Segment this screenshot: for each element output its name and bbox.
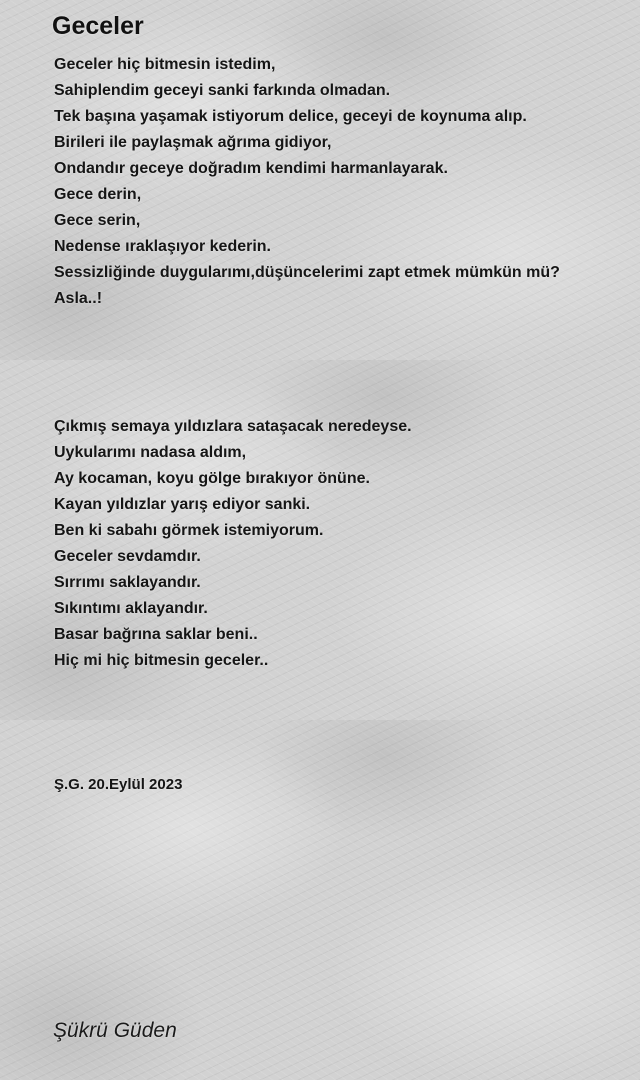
poem-line: Uykularımı nadasa aldım, [54, 444, 247, 461]
poem-line: Kayan yıldızlar yarış ediyor sanki. [54, 496, 311, 513]
poem-line: Gece derin, [54, 186, 142, 203]
poem-line: Gece serin, [54, 212, 141, 229]
poem-line: Geceler hiç bitmesin istedim, [54, 56, 276, 73]
poem-panel-3 [0, 720, 640, 1080]
poem-line: Geceler sevdamdır. [54, 548, 201, 565]
poem-line: Sessizliğinde duygularımı,düşüncelerimi zapt etmek mümkün mü? [54, 264, 560, 281]
poem-line: Basar bağrına saklar beni.. [54, 626, 258, 643]
poem-line: Hiç mi hiç bitmesin geceler.. [54, 652, 269, 669]
stanza-2 [54, 414, 412, 674]
poem-line: Sahiplendim geceyi sanki farkında olmadan. [54, 82, 391, 99]
poem-line: Ondandır geceye doğradım kendimi harmanlayarak. [54, 160, 448, 177]
poem-title: Geceler [52, 12, 144, 40]
poem-line: Sıkıntımı aklayandır. [54, 600, 208, 617]
signature-date: Ş.G. 20.Eylül 2023 [54, 776, 183, 793]
poem-line: Nedense ıraklaşıyor kederin. [54, 238, 271, 255]
poem-panel-1 [0, 0, 640, 360]
poem-line: Çıkmış semaya yıldızlara sataşacak neredeyse. [54, 418, 412, 435]
poem-line: Ay kocaman, koyu gölge bırakıyor önüne. [54, 470, 370, 487]
poem-line: Birileri ile paylaşmak ağrıma gidiyor, [54, 134, 332, 151]
author-name: Şükrü Güden [53, 1019, 177, 1042]
poem-line: Tek başına yaşamak istiyorum delice, geceyi de koynuma alıp. [54, 108, 527, 125]
poem-line: Sırrımı saklayandır. [54, 574, 201, 591]
stanza-1 [54, 52, 560, 312]
poem-line: Ben ki sabahı görmek istemiyorum. [54, 522, 324, 539]
poem-line: Asla..! [54, 290, 103, 307]
poem-panel-2 [0, 360, 640, 720]
